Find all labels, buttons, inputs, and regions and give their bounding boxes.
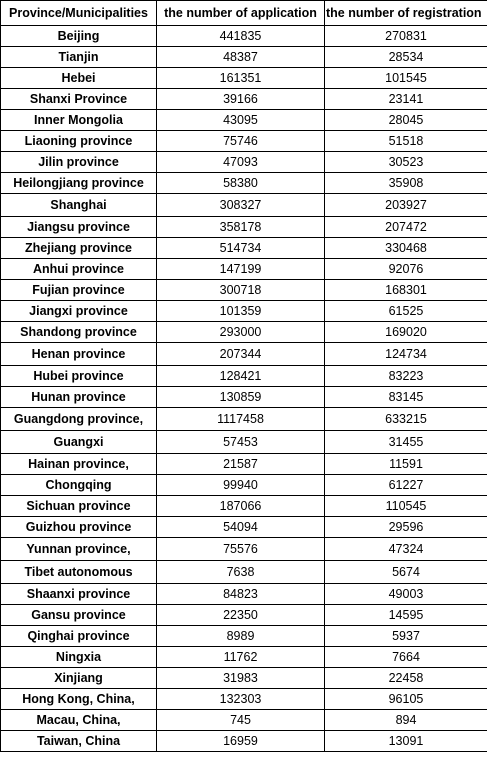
cell-province-name[interactable]: Liaoning province: [1, 131, 157, 152]
header-row: [1, 1, 488, 26]
cell-province-name[interactable]: Fujian province: [1, 280, 157, 301]
table-row: [1, 217, 488, 238]
cell-registration-count[interactable]: 83145: [325, 387, 488, 408]
table-row: [1, 689, 488, 710]
cell-province-name[interactable]: Hong Kong, China,: [1, 689, 157, 710]
cell-registration-count[interactable]: 203927: [325, 194, 488, 217]
cell-province-name[interactable]: Ningxia: [1, 647, 157, 668]
cell-province-name[interactable]: Shandong province: [1, 322, 157, 343]
cell-registration-count[interactable]: 96105: [325, 689, 488, 710]
cell-registration-count[interactable]: 29596: [325, 517, 488, 538]
cell-registration-count[interactable]: 61525: [325, 301, 488, 322]
table-row: [1, 710, 488, 731]
cell-province-name[interactable]: Guangdong province,: [1, 408, 157, 431]
cell-registration-count[interactable]: 894: [325, 710, 488, 731]
table-row: [1, 343, 488, 366]
table-row: [1, 647, 488, 668]
cell-application-count[interactable]: 293000: [157, 322, 325, 343]
cell-province-name[interactable]: Tianjin: [1, 47, 157, 68]
cell-application-count[interactable]: 47093: [157, 152, 325, 173]
cell-province-name[interactable]: Gansu province: [1, 605, 157, 626]
table-body: [1, 26, 488, 752]
cell-application-count[interactable]: 128421: [157, 366, 325, 387]
table-row: [1, 668, 488, 689]
cell-application-count[interactable]: 358178: [157, 217, 325, 238]
cell-province-name[interactable]: Hainan province,: [1, 454, 157, 475]
table-row: [1, 26, 488, 47]
cell-province-name[interactable]: Guangxi: [1, 431, 157, 454]
cell-province-name[interactable]: Guizhou province: [1, 517, 157, 538]
table-row: [1, 605, 488, 626]
cell-province-name[interactable]: Shaanxi province: [1, 584, 157, 605]
cell-province-name[interactable]: Hunan province: [1, 387, 157, 408]
cell-registration-count[interactable]: 207472: [325, 217, 488, 238]
cell-registration-count[interactable]: 30523: [325, 152, 488, 173]
cell-registration-count[interactable]: 633215: [325, 408, 488, 431]
cell-province-name[interactable]: Henan province: [1, 343, 157, 366]
column-header-registration[interactable]: the number of registration: [325, 1, 488, 26]
cell-province-name[interactable]: Tibet autonomous: [1, 561, 157, 584]
table-row: [1, 259, 488, 280]
cell-application-count[interactable]: 75746: [157, 131, 325, 152]
cell-registration-count[interactable]: 110545: [325, 496, 488, 517]
cell-application-count[interactable]: 84823: [157, 584, 325, 605]
cell-province-name[interactable]: Zhejiang province: [1, 238, 157, 259]
cell-province-name[interactable]: Taiwan, China: [1, 731, 157, 752]
table-row: [1, 322, 488, 343]
cell-application-count[interactable]: 7638: [157, 561, 325, 584]
cell-province-name[interactable]: Hubei province: [1, 366, 157, 387]
table-row: [1, 496, 488, 517]
cell-application-count[interactable]: 745: [157, 710, 325, 731]
cell-application-count[interactable]: 130859: [157, 387, 325, 408]
table-row: [1, 431, 488, 454]
table-row: [1, 194, 488, 217]
table-row: [1, 408, 488, 431]
cell-province-name[interactable]: Shanghai: [1, 194, 157, 217]
table-row: [1, 517, 488, 538]
table-row: [1, 731, 488, 752]
cell-registration-count[interactable]: 5937: [325, 626, 488, 647]
cell-registration-count[interactable]: 22458: [325, 668, 488, 689]
cell-application-count[interactable]: 300718: [157, 280, 325, 301]
cell-application-count[interactable]: 101359: [157, 301, 325, 322]
cell-registration-count[interactable]: 13091: [325, 731, 488, 752]
cell-application-count[interactable]: 1117458: [157, 408, 325, 431]
cell-application-count[interactable]: 22350: [157, 605, 325, 626]
cell-registration-count[interactable]: 61227: [325, 475, 488, 496]
cell-province-name[interactable]: Jiangxi province: [1, 301, 157, 322]
cell-application-count[interactable]: 43095: [157, 110, 325, 131]
table-row: [1, 280, 488, 301]
column-header-province[interactable]: Province/Municipalities: [1, 1, 157, 26]
cell-province-name[interactable]: Chongqing: [1, 475, 157, 496]
cell-province-name[interactable]: Sichuan province: [1, 496, 157, 517]
cell-province-name[interactable]: Jilin province: [1, 152, 157, 173]
cell-province-name[interactable]: Heilongjiang province: [1, 173, 157, 194]
cell-province-name[interactable]: Inner Mongolia: [1, 110, 157, 131]
table-row: [1, 131, 488, 152]
table-row: [1, 89, 488, 110]
cell-application-count[interactable]: 132303: [157, 689, 325, 710]
cell-application-count[interactable]: 39166: [157, 89, 325, 110]
cell-province-name[interactable]: Yunnan province,: [1, 538, 157, 561]
cell-application-count[interactable]: 308327: [157, 194, 325, 217]
table-row: [1, 366, 488, 387]
cell-application-count[interactable]: 58380: [157, 173, 325, 194]
cell-registration-count[interactable]: 31455: [325, 431, 488, 454]
cell-application-count[interactable]: 11762: [157, 647, 325, 668]
cell-application-count[interactable]: 161351: [157, 68, 325, 89]
cell-province-name[interactable]: Hebei: [1, 68, 157, 89]
table-row: [1, 47, 488, 68]
cell-province-name[interactable]: Xinjiang: [1, 668, 157, 689]
cell-registration-count[interactable]: 49003: [325, 584, 488, 605]
cell-application-count[interactable]: 8989: [157, 626, 325, 647]
table-row: [1, 626, 488, 647]
cell-province-name[interactable]: Qinghai province: [1, 626, 157, 647]
table-row: [1, 538, 488, 561]
cell-province-name[interactable]: Macau, China,: [1, 710, 157, 731]
cell-registration-count[interactable]: 23141: [325, 89, 488, 110]
cell-registration-count[interactable]: 51518: [325, 131, 488, 152]
cell-application-count[interactable]: 57453: [157, 431, 325, 454]
cell-application-count[interactable]: 147199: [157, 259, 325, 280]
cell-application-count[interactable]: 99940: [157, 475, 325, 496]
cell-application-count[interactable]: 31983: [157, 668, 325, 689]
cell-application-count[interactable]: 48387: [157, 47, 325, 68]
cell-registration-count[interactable]: 92076: [325, 259, 488, 280]
table-row: [1, 561, 488, 584]
table-row: [1, 152, 488, 173]
table-row: [1, 301, 488, 322]
cell-province-name[interactable]: Beijing: [1, 26, 157, 47]
table-row: [1, 110, 488, 131]
cell-application-count[interactable]: 187066: [157, 496, 325, 517]
table-row: [1, 238, 488, 259]
cell-application-count[interactable]: 514734: [157, 238, 325, 259]
cell-province-name[interactable]: Jiangsu province: [1, 217, 157, 238]
cell-registration-count[interactable]: 169020: [325, 322, 488, 343]
table-row: [1, 454, 488, 475]
cell-application-count[interactable]: 54094: [157, 517, 325, 538]
cell-application-count[interactable]: 75576: [157, 538, 325, 561]
column-header-application[interactable]: the number of application: [157, 1, 325, 26]
cell-province-name[interactable]: Shanxi Province: [1, 89, 157, 110]
cell-application-count[interactable]: 21587: [157, 454, 325, 475]
cell-province-name[interactable]: Anhui province: [1, 259, 157, 280]
cell-registration-count[interactable]: 35908: [325, 173, 488, 194]
table-row: [1, 173, 488, 194]
cell-registration-count[interactable]: 28045: [325, 110, 488, 131]
table-row: [1, 475, 488, 496]
cell-registration-count[interactable]: 5674: [325, 561, 488, 584]
cell-registration-count[interactable]: 270831: [325, 26, 488, 47]
cell-registration-count[interactable]: 101545: [325, 68, 488, 89]
table-row: [1, 584, 488, 605]
cell-registration-count[interactable]: 47324: [325, 538, 488, 561]
cell-registration-count[interactable]: 168301: [325, 280, 488, 301]
cell-registration-count[interactable]: 28534: [325, 47, 488, 68]
table-row: [1, 68, 488, 89]
table-row: [1, 387, 488, 408]
cell-application-count[interactable]: 207344: [157, 343, 325, 366]
cell-application-count[interactable]: 441835: [157, 26, 325, 47]
cell-application-count[interactable]: 16959: [157, 731, 325, 752]
cell-registration-count[interactable]: 83223: [325, 366, 488, 387]
cell-registration-count[interactable]: 124734: [325, 343, 488, 366]
cell-registration-count[interactable]: 14595: [325, 605, 488, 626]
cell-registration-count[interactable]: 330468: [325, 238, 488, 259]
cell-registration-count[interactable]: 11591: [325, 454, 488, 475]
cell-registration-count[interactable]: 7664: [325, 647, 488, 668]
